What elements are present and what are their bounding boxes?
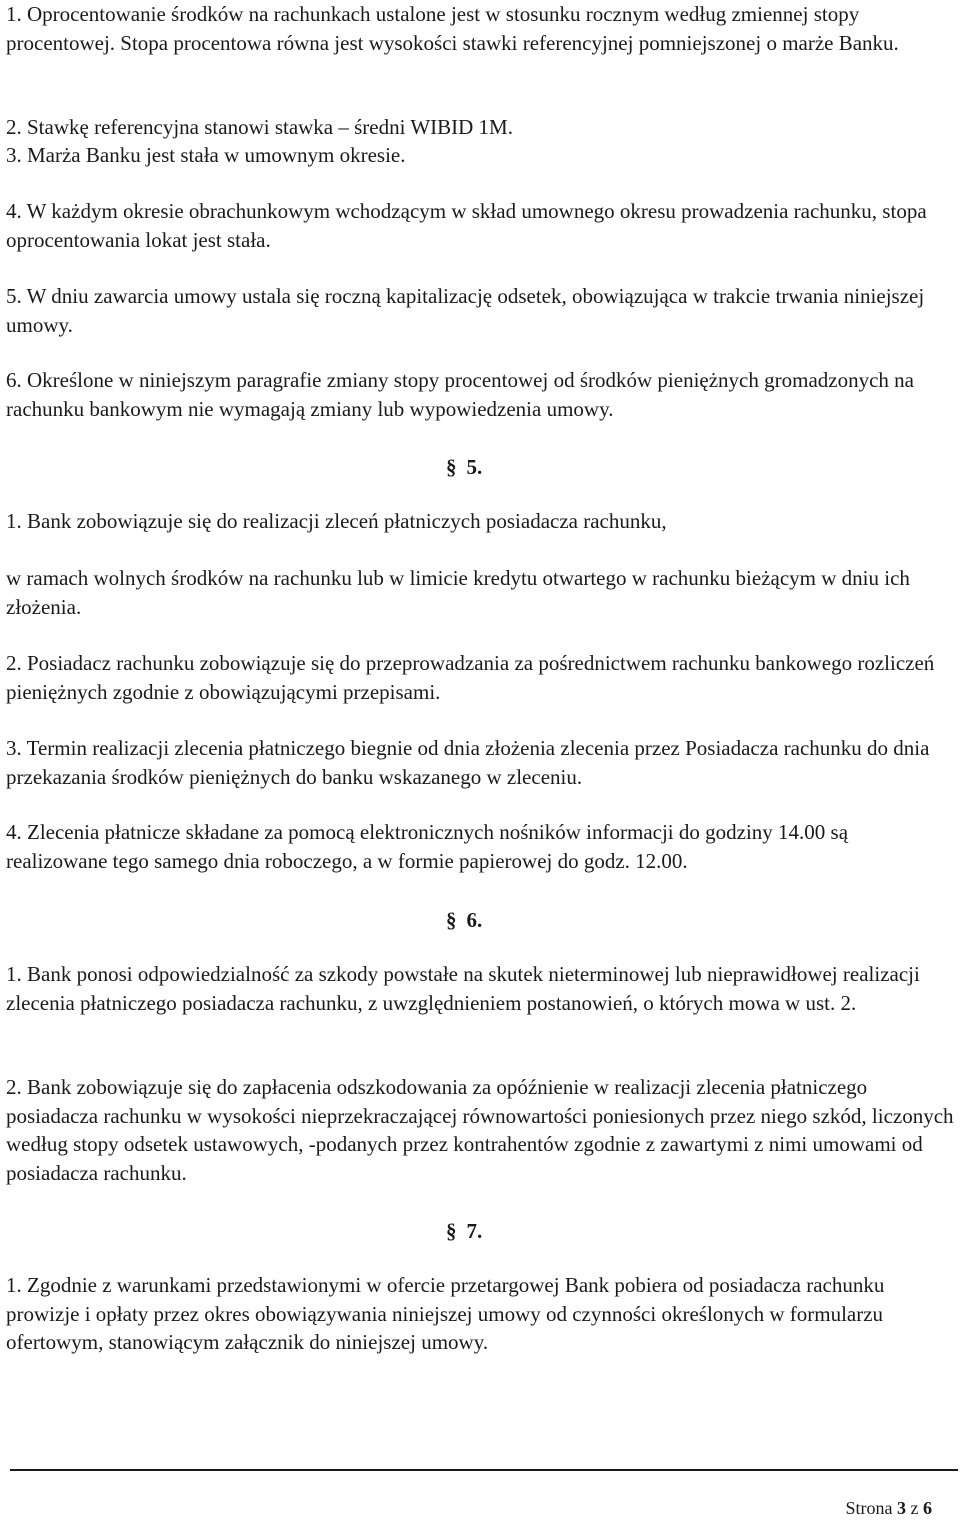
section-mark: § — [446, 908, 457, 932]
page-number-footer — [846, 1497, 933, 1519]
footer-label: Strona — [845, 1498, 893, 1518]
paragraph-3: 3. Marża Banku jest stała w umownym okresie. — [6, 143, 406, 167]
section-heading-5 — [446, 453, 482, 481]
section-7-point-1: 1. Zgodnie z warunkami przedstawionymi w ofercie przetargowej Bank pobiera od posiadacza rachunku prowizje i opłaty przez okres obowiązywania niniejszej umowy od czynności określonych w formularzu ofertowym, stanowiącym załącznik do niniejszej umowy. — [6, 1273, 885, 1354]
section-5-point-2: 2. Posiadacz rachunku zobowiązuje się do przeprowadzania za pośrednictwem rachunku bankowego rozliczeń pieniężnych zgodnie z obowiązującymi przepisami. — [6, 651, 935, 704]
section-5-point-3: 3. Termin realizacji zlecenia płatniczego biegnie od dnia złożenia zlecenia przez Posiadacza rachunku do dnia przekazania środków pieniężnych do banku wskazanego w zleceniu. — [6, 736, 930, 789]
total-pages: 6 — [923, 1498, 932, 1518]
paragraph-5: 5. W dniu zawarcia umowy ustala się roczną kapitalizację odsetek, obowiązująca w trakcie trwania niniejszej umowy. — [6, 284, 925, 337]
section-5-point-4: 4. Zlecenia płatnicze składane za pomocą elektronicznych nośników informacji do godziny 14.00 są realizowane tego samego dnia roboczego, a w formie papierowej do godz. 12.00. — [6, 820, 849, 873]
paragraph-4: 4. W każdym okresie obrachunkowym wchodzącym w skład umownego okresu prowadzenia rachunku, stopa oprocentowania lokat jest stała. — [6, 199, 927, 252]
section-heading-7 — [446, 1217, 482, 1245]
section-number: 7. — [466, 1219, 483, 1243]
paragraph-2: 2. Stawkę referencyjna stanowi stawka – średni WIBID 1M. — [6, 115, 513, 139]
current-page: 3 — [897, 1498, 906, 1518]
section-mark: § — [446, 1219, 457, 1243]
footer-separator: z — [910, 1498, 919, 1518]
section-number: 6. — [466, 908, 483, 932]
footer-divider — [10, 1469, 958, 1471]
section-5-point-1a: 1. Bank zobowiązuje się do realizacji zleceń płatniczych posiadacza rachunku, — [6, 509, 667, 533]
section-6-point-1: 1. Bank ponosi odpowiedzialność za szkody powstałe na skutek nieterminowej lub nieprawidłowej realizacji zlecenia płatniczego posiadacza rachunku, z uwzględnieniem postanowień, o których mowa w ust. 2. — [6, 962, 920, 1015]
section-6-point-2: 2. Bank zobowiązuje się do zapłacenia odszkodowania za opóźnienie w realizacji zlecenia płatniczego posiadacza rachunku w wysokości nieprzekraczającej równowartości poniesionych przez niego szkód, liczonych według stopy odsetek ustawowych, -podanych przez kontrahentów zgodnie z zawartymi z nimi umowami od posiadacza rachunku. — [6, 1075, 954, 1185]
section-number: 5. — [466, 455, 483, 479]
section-5-point-1b: w ramach wolnych środków na rachunku lub w limicie kredytu otwartego w rachunku bieżącym w dniu ich złożenia. — [6, 566, 910, 619]
paragraph-1: 1. Oprocentowanie środków na rachunkach ustalone jest w stosunku rocznym według zmiennej stopy procentowej. Stopa procentowa równa jest wysokości stawki referencyjnej pomniejszonej o marże Banku. — [6, 2, 899, 55]
paragraph-6: 6. Określone w niniejszym paragrafie zmiany stopy procentowej od środków pieniężnych gromadzonych na rachunku bankowym nie wymagają zmiany lub wypowiedzenia umowy. — [6, 368, 914, 421]
section-heading-6 — [446, 906, 482, 934]
section-mark: § — [446, 455, 457, 479]
